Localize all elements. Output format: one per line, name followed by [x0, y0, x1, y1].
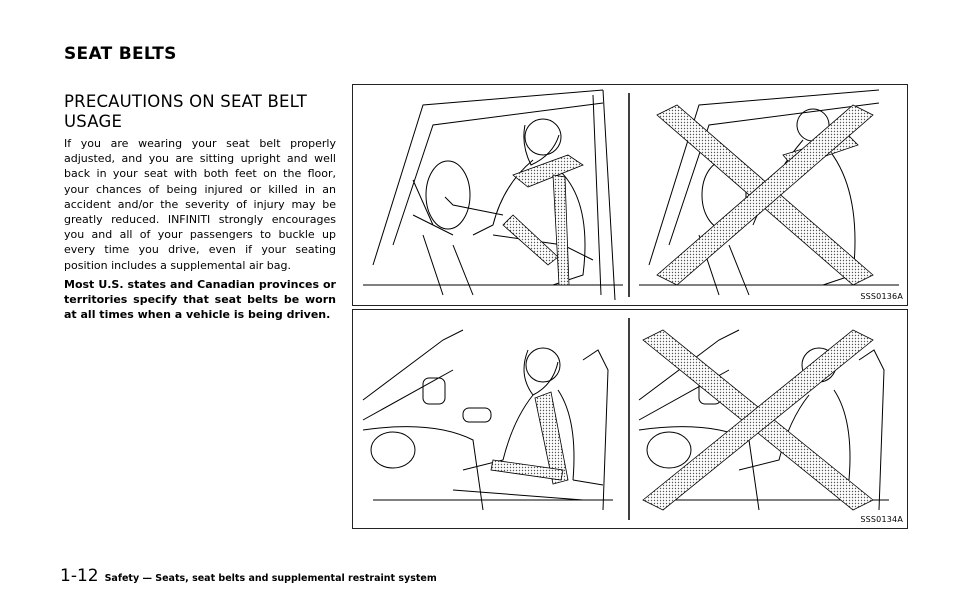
figure-top-panel [352, 84, 908, 306]
figure-top-caption: SSS0136A [860, 292, 903, 301]
paragraph-legal-note: Most U.S. states and Canadian provinces or territories specify that seat belts be worn at all times when a vehicle is being driven. [64, 277, 336, 322]
page-footer [60, 566, 437, 586]
subsection-heading: PRECAUTIONS ON SEAT BELT USAGE [64, 92, 308, 131]
paragraph-precautions: If you are wearing your seat belt properly adjusted, and you are sitting upright and well back in your seat with both feet on the floor, your chances of being injured or killed in an accident and/or the severity of injury may be greatly reduced. INFINITI strongly encourages you and all of your passengers to buckle up every time you drive, even if your seating position includes a supplemental air bag. [64, 137, 336, 272]
passenger-correct-drawing [363, 330, 613, 510]
figure-bottom-caption: SSS0134A [860, 515, 903, 524]
driver-correct-drawing [363, 90, 623, 300]
body-text [64, 136, 336, 326]
section-title: SEAT BELTS [64, 44, 177, 64]
prohibited-cross-top [657, 105, 873, 285]
page-number: 1-12 [60, 566, 99, 586]
figure-bottom-panel [352, 309, 908, 529]
figure-top-illustration [353, 85, 907, 305]
footer-chapter-title: Safety — Seats, seat belts and supplemental restraint system [104, 573, 437, 584]
prohibited-cross-bottom [643, 330, 873, 510]
figure-bottom-illustration [353, 310, 907, 528]
